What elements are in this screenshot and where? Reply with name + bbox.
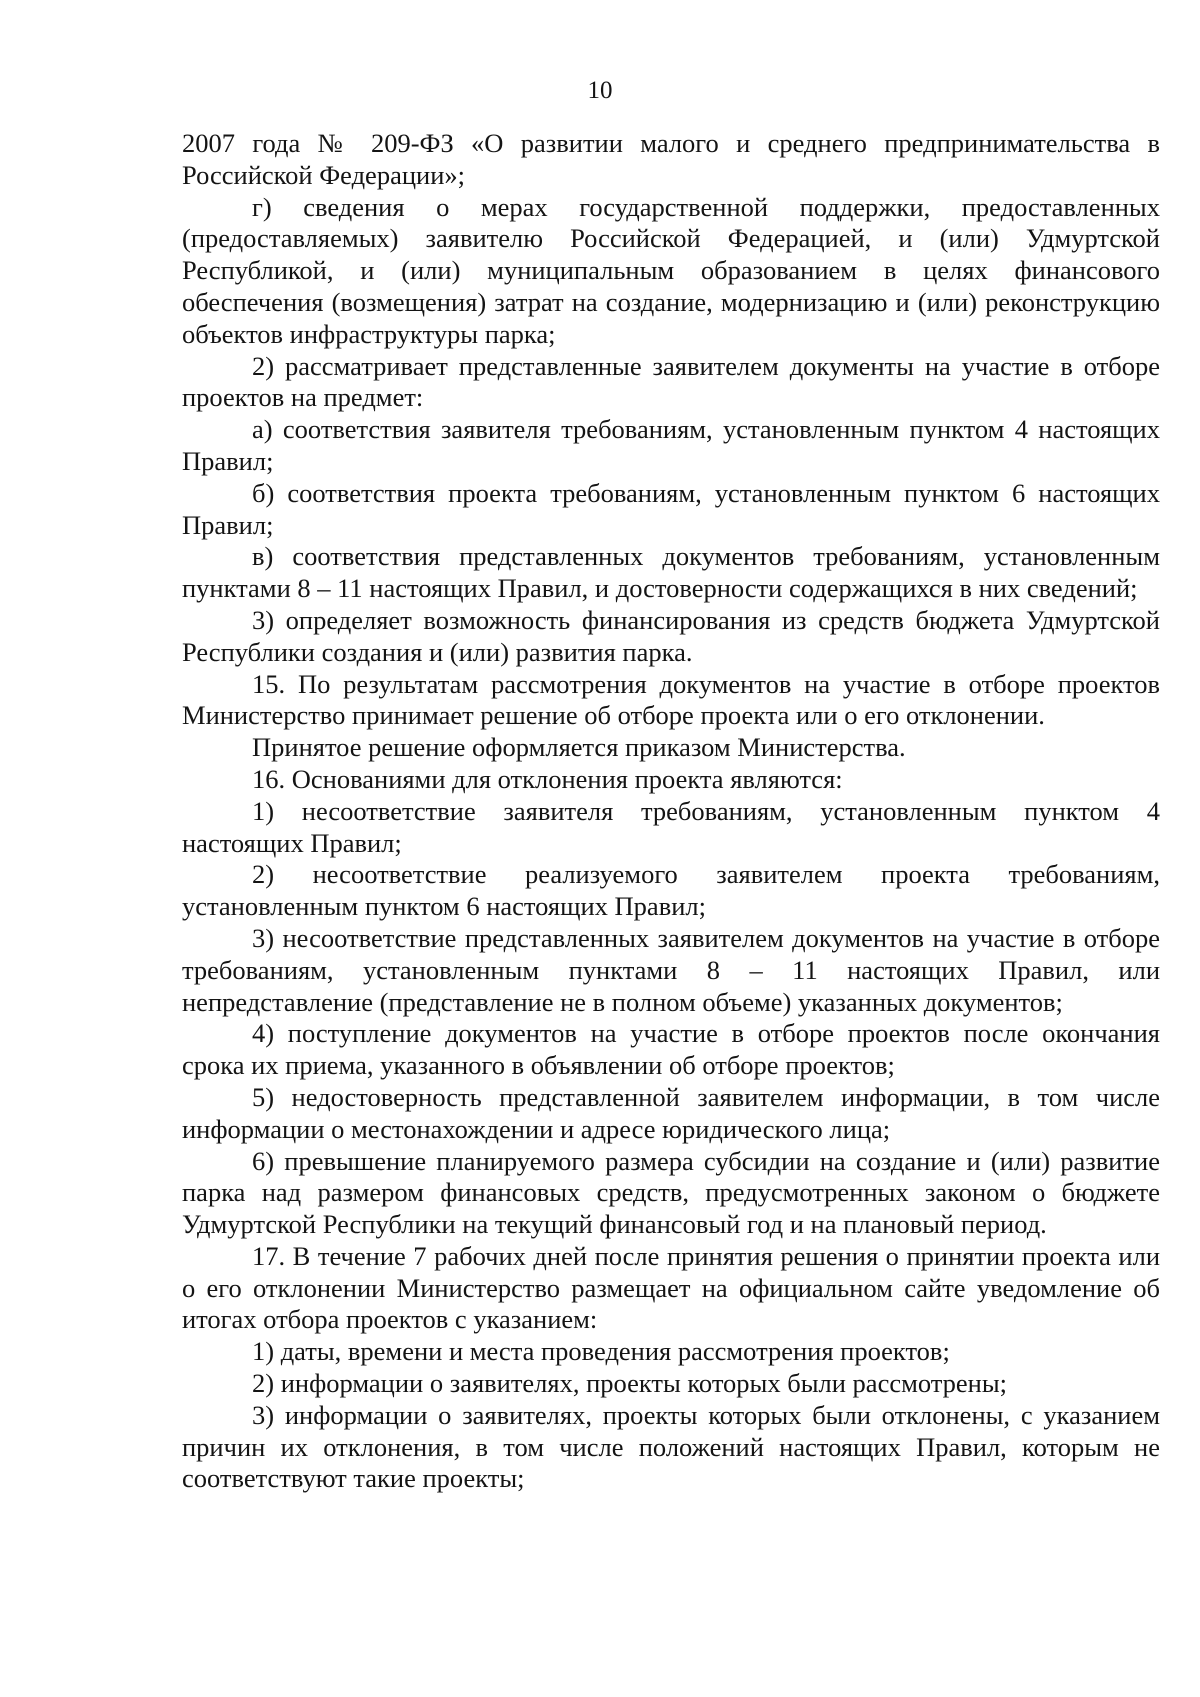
paragraph-notice-2: 2) информации о заявителях, проекты которых были рассмотрены; xyxy=(252,1368,1008,1399)
paragraph-reason-6: 6) превышение планируемого размера субсидии на создание и (или) развитие парка над размером финансовых средств, предусмотренных законом о бюджете Удмуртской Республики на текущий финансовый год и на плановый период. xyxy=(182,1145,1160,1240)
paragraph-item-a: а) соответствия заявителя требованиям, установленным пунктом 4 настоящих Правил; xyxy=(182,414,1160,476)
paragraph-reason-1: 1) несоответствие заявителя требованиям, установленным пунктом 4 настоящих Правил; xyxy=(182,795,1160,858)
paragraph-reason-3: 3) несоответствие представленных заявителем документов на участие в отборе требованиям, установленным пунктами 8 – 11 настоящих Правил, или непредставление (представление не в полном объеме) указанных документов; xyxy=(182,922,1160,1017)
paragraph-decision: Принятое решение оформляется приказом Министерства. xyxy=(252,732,906,763)
paragraph-reason-5: 5) недостоверность представленной заявителем информации, в том числе информации о местонахождении и адресе юридического лица; xyxy=(182,1081,1160,1144)
paragraph-section-16: 16. Основаниями для отклонения проекта являются: xyxy=(252,763,843,794)
paragraph-reason-4: 4) поступление документов на участие в отборе проектов после окончания срока их приема, указанного в объявлении об отборе проектов; xyxy=(182,1018,1160,1081)
paragraph-reason-2: 2) несоответствие реализуемого заявителем проекта требованиям, установленным пунктом 6 настоящих Правил; xyxy=(182,859,1160,922)
paragraph-item-b: б) соответствия проекта требованиям, установленным пунктом 6 настоящих Правил; xyxy=(182,477,1160,540)
paragraph-section-15: 15. По результатам рассмотрения документов на участие в отборе проектов Министерство принимает решение об отборе проекта или о его отклонении. xyxy=(182,668,1160,731)
paragraph-item-2: 2) рассматривает представленные заявителем документы на участие в отборе проектов на предмет: xyxy=(182,350,1160,413)
paragraph-continuation: 2007 года № 209-ФЗ «О развитии малого и среднего предпринимательства в Российской Федерации»; xyxy=(182,128,1160,190)
paragraph-item-3: 3) определяет возможность финансирования из средств бюджета Удмуртской Республики создания и (или) развития парка. xyxy=(182,604,1160,667)
paragraph-section-17: 17. В течение 7 рабочих дней после принятия решения о принятии проекта или о его отклонении Министерство размещает на официальном сайте уведомление об итогах отбора проектов с указанием: xyxy=(182,1240,1160,1335)
document-body xyxy=(182,128,1160,1495)
paragraph-item-g: г) сведения о мерах государственной поддержки, предоставленных (предоставляемых) заявителю Российской Федерацией, и (или) Удмуртской Республикой, и (или) муниципальным образованием в целях финансового обеспечения (возмещения) затрат на создание, модернизацию и (или) реконструкцию объектов инфраструктуры парка; xyxy=(182,191,1160,349)
paragraph-item-v: в) соответствия представленных документов требованиям, установленным пунктами 8 – 11 настоящих Правил, и достоверности содержащихся в них сведений; xyxy=(182,541,1160,604)
page-number: 10 xyxy=(587,77,613,104)
paragraph-notice-3: 3) информации о заявителях, проекты которых были отклонены, с указанием причин их отклонения, в том числе положений настоящих Правил, которым не соответствуют такие проекты; xyxy=(182,1399,1160,1494)
paragraph-notice-1: 1) даты, времени и места проведения рассмотрения проектов; xyxy=(252,1336,950,1367)
